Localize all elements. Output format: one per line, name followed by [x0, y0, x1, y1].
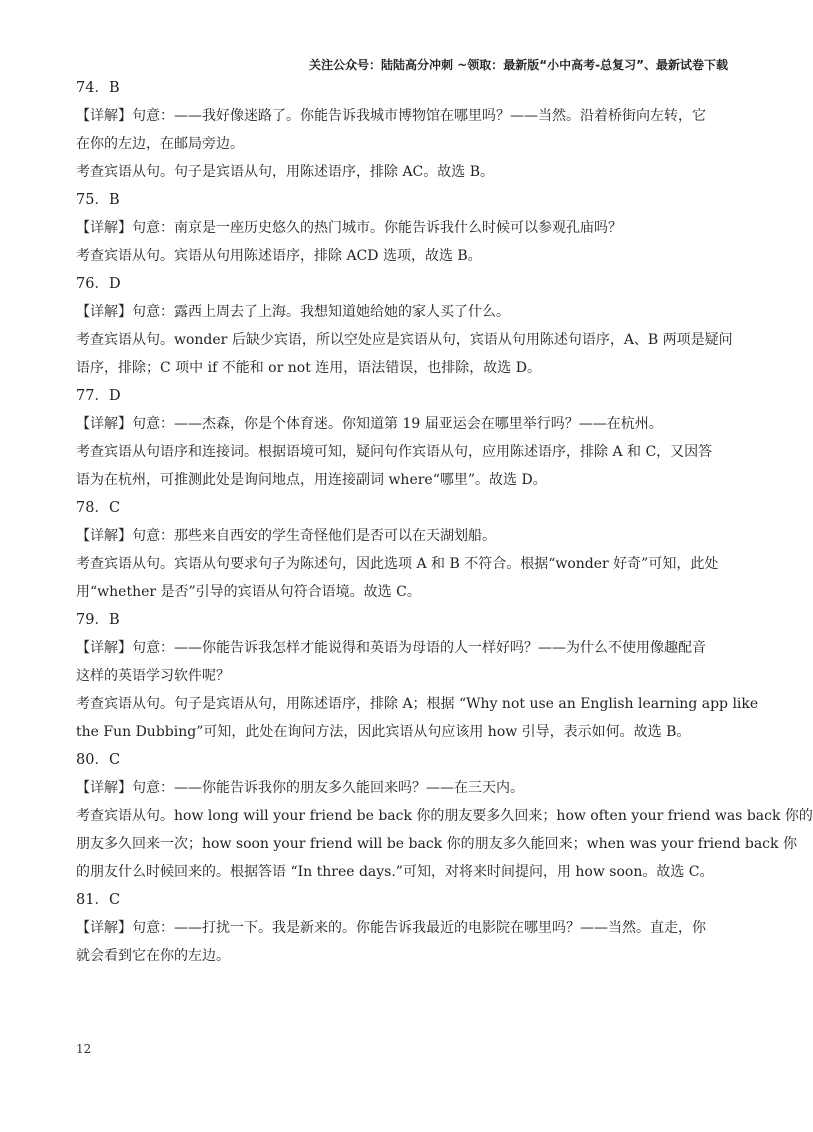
explanation-line: 【详解】句意：——杰森，你是个体育迷。你知道第 19 届亚运会在哪里举行吗？——在杭州。 [76, 416, 663, 432]
answer-number: 77．D [76, 388, 121, 404]
answer-item-77 [76, 386, 724, 490]
answer-item-81 [76, 890, 724, 966]
answer-number: 76．D [76, 276, 121, 292]
explanation-line: 的朋友什么时候回来的。根据答语 “In three days.”可知，对将来时间提问，用 how soon。故选 C。 [76, 864, 714, 880]
explanation-line: 考查宾语从句。宾语从句用陈述语序，排除 ACD 选项，故选 B。 [76, 248, 482, 264]
explanation-line: the Fun Dubbing”可知，此处在询问方法，因此宾语从句应该用 how 引导，表示如何。故选 B。 [76, 724, 691, 740]
explanation-line: 语序，排除；C 项中 if 不能和 or not 连用，语法错误，也排除，故选 D。 [76, 360, 541, 376]
explanation-line: 【详解】句意：那些来自西安的学生奇怪他们是否可以在天湖划船。 [76, 528, 496, 544]
explanation-line: 考查宾语从句。wonder 后缺少宾语，所以空处应是宾语从句，宾语从句用陈述句语序，A、B 两项是疑问 [76, 332, 733, 348]
explanation-line: 考查宾语从句。how long will your friend be back 你的朋友要多久回来；how often your friend was back 你的 [76, 808, 813, 824]
answer-item-74 [76, 78, 724, 182]
explanation-line: 语为在杭州，可推测此处是询问地点，用连接副词 where“哪里”。故选 D。 [76, 472, 547, 488]
answer-number: 74．B [76, 80, 120, 96]
explanation-line: 【详解】句意：——我好像迷路了。你能告诉我城市博物馆在哪里吗？——当然。沿着桥街向左转，它 [76, 108, 706, 124]
explanation-line: 就会看到它在你的左边。 [76, 948, 230, 964]
answer-item-75 [76, 190, 724, 266]
page-header: 关注公众号：陆陆高分冲刺 ~领取：最新版“小中高考-总复习”、最新试卷下载 [309, 58, 728, 72]
explanation-line: 在你的左边，在邮局旁边。 [76, 136, 244, 152]
explanation-line: 考查宾语从句。句子是宾语从句，用陈述语序，排除 A；根据 “Why not use an English learning app like [76, 696, 759, 712]
explanation-line: 朋友多久回来一次；how soon your friend will be back 你的朋友多久能回来；when was your friend back 你 [76, 836, 797, 852]
answer-number: 78．C [76, 500, 121, 516]
answer-number: 81．C [76, 892, 121, 908]
answer-item-78 [76, 498, 724, 602]
explanation-line: 【详解】句意：——你能告诉我你的朋友多久能回来吗？——在三天内。 [76, 780, 524, 796]
explanation-line: 【详解】句意：——打扰一下。我是新来的。你能告诉我最近的电影院在哪里吗？——当然。直走，你 [76, 920, 706, 936]
explanation-line: 【详解】句意：——你能告诉我怎样才能说得和英语为母语的人一样好吗？——为什么不使用像趣配音 [76, 640, 706, 656]
explanation-line: 用“whether 是否”引导的宾语从句符合语境。故选 C。 [76, 584, 421, 600]
answer-number: 75．B [76, 192, 120, 208]
explanation-line: 这样的英语学习软件呢？ [76, 668, 230, 684]
explanation-line: 【详解】句意：露西上周去了上海。我想知道她给她的家人买了什么。 [76, 304, 510, 320]
answer-item-76 [76, 274, 733, 378]
explanation-line: 考查宾语从句。句子是宾语从句，用陈述语序，排除 AC。故选 B。 [76, 164, 495, 180]
answer-explanations [76, 78, 813, 974]
answer-item-80 [76, 750, 813, 882]
answer-number: 80．C [76, 752, 121, 768]
page-number: 12 [76, 1042, 92, 1056]
explanation-line: 考查宾语从句语序和连接词。根据语境可知，疑问句作宾语从句，应用陈述语序，排除 A 和 C，又因答 [76, 444, 713, 460]
explanation-line: 考查宾语从句。宾语从句要求句子为陈述句，因此选项 A 和 B 不符合。根据“wonder 好奇”可知，此处 [76, 556, 719, 572]
explanation-line: 【详解】句意：南京是一座历史悠久的热门城市。你能告诉我什么时候可以参观孔庙吗？ [76, 220, 622, 236]
answer-item-79 [76, 610, 759, 742]
answer-number: 79．B [76, 612, 120, 628]
